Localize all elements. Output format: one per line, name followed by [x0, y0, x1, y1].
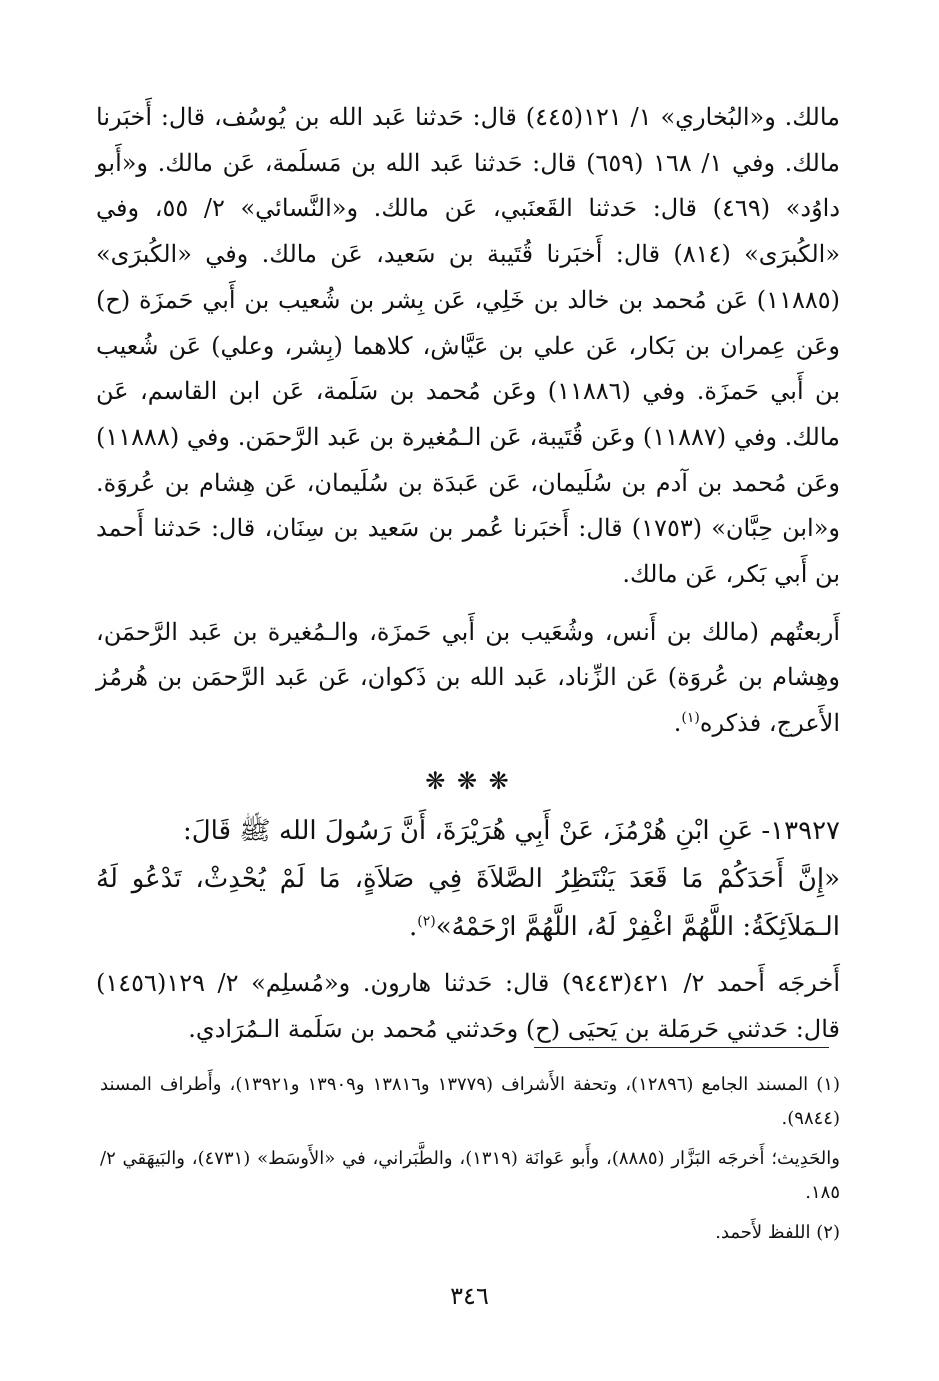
paragraph-1-text: مالك. و«البُخاري» ١/ ١٢١(٤٤٥) قال: حَدثنا عَبد الله بن يُوسُف، قال: أَخبَرنا مالك. وفي ١/ ١٦٨ (٦٥٩) قال: حَدثنا عَبد الله بن مَسلَمة، عَن مالك. و«أَبو داوُد» (٤٦٩) قال: حَدثنا القَعنَبي، عَن مالك. و«النَّسائي» ٢/ ٥٥، وفي «الكُبرَى» (٨١٤) قال: أَخبَرنا قُتَيبة بن سَعيد، عَن مالك. وفي «الكُبرَى» (١١٨٨٥) عَن مُحمد بن خالد بن خَلِي، عَن بِشر بن شُعيب بن أَبي حَمزَة (ح) وعَن عِمران بن بَكار، عَن علي بن عَيَّاش، كلاهما (بِشر، وعلي) عَن شُعيب بن أَبي حَمزَة. وفي (١١٨٨٦) وعَن مُحمد بن سَلَمة، عَن ابن القاسم، عَن مالك. وفي (١١٨٨٧) وعَن قُتَيبة، عَن الـمُغيرة بن عَبد الرَّحمَن. وفي (١١٨٨٨) وعَن مُحمد بن آدم بن سُلَيمان، عَن عَبدَة بن سُلَيمان، عَن هِشام بن عُروَة. و«ابن حِبَّان» (١٧٥٣) قال: أَخبَرنا عُمر بن سَعيد بن سِنَان، قال: حَدثنا أَحمد بن أَبي بَكر، عَن مالك.	[96, 103, 841, 589]
body-paragraph-2	[96, 610, 840, 747]
page-number: ٣٤٦	[450, 1282, 489, 1310]
paragraph-2-text: أَربعتُهم (مالك بن أَنس، وشُعَيب بن أَبي حَمزَة، والـمُغيرة بن عَبد الرَّحمَن، وهِشام بن عُروَة) عَن الزِّناد، عَبد الله بن ذَكوان، عَن عَبد الرَّحمَن بن هُرمُز الأَعرج، فذكره	[96, 617, 840, 738]
hadith-heading	[96, 807, 840, 855]
footnote-1: (١) المسند الجامع (١٢٨٩٦)، وتحفة الأَشراف (١٣٧٧٩ و١٣٨١٦ و١٣٩٠٩ و١٣٩٢١)، وأَطراف المسند (٩٨٤٤).	[100, 1074, 840, 1129]
page-body	[96, 95, 840, 1052]
body-paragraph-1	[96, 95, 840, 598]
footnote-ref-2[interactable]: (٢)	[417, 913, 436, 930]
footnote-ref-1[interactable]: (١)	[681, 710, 700, 727]
takhrij-text: أَخرجَه أَحمد ٢/ ٤٢١(٩٤٤٣) قال: حَدثنا هارون. و«مُسلِم» ٢/ ١٢٩(١٤٥٦) قال: حَدثني حَرمَلة بن يَحيَى (ح) وحَدثني مُحمد بن سَلَمة الـمُرَادي.	[96, 968, 840, 1043]
hadith-heading-text: - عَنِ ابْنِ هُرْمُزَ، عَنْ أَبِي هُرَيْرَةَ، أَنَّ رَسُولَ الله ﷺ قَالَ:	[183, 815, 771, 846]
footnote-divider	[534, 1047, 829, 1048]
hadith-matn: «إِنَّ أَحَدَكُمْ مَا قَعَدَ يَنْتَظِرُ الصَّلاَةَ فِي صَلاَةٍ، مَا لَمْ يُحْدِثْ، تَدْعُو لَهُ الـمَلاَئِكَةُ: اللَّهُمَّ اغْفِرْ لَهُ، اللَّهُمَّ ارْحَمْهُ»	[96, 863, 840, 942]
footnotes	[100, 1068, 840, 1256]
footnote-1-continued: والحَدِيث؛ أَخرجَه البَزَّار (٨٨٨٥)، وأَبو عَوانَة (١٣١٩)، والطَّبَراني، في «الأَوسَط» (٤٧٣١)، والبَيهَقي ٢/ ١٨٥.	[100, 1148, 840, 1203]
section-separator: ❋ ❋ ❋	[425, 766, 511, 795]
takhrij-paragraph	[96, 961, 840, 1052]
hadith-text	[96, 855, 840, 951]
footnote-2: (٢) اللفظ لأَحمد.	[715, 1222, 840, 1243]
hadith-end: .	[408, 911, 418, 942]
hadith-number: ١٣٩٢٧	[770, 815, 840, 846]
paragraph-2-end: .	[673, 709, 682, 738]
